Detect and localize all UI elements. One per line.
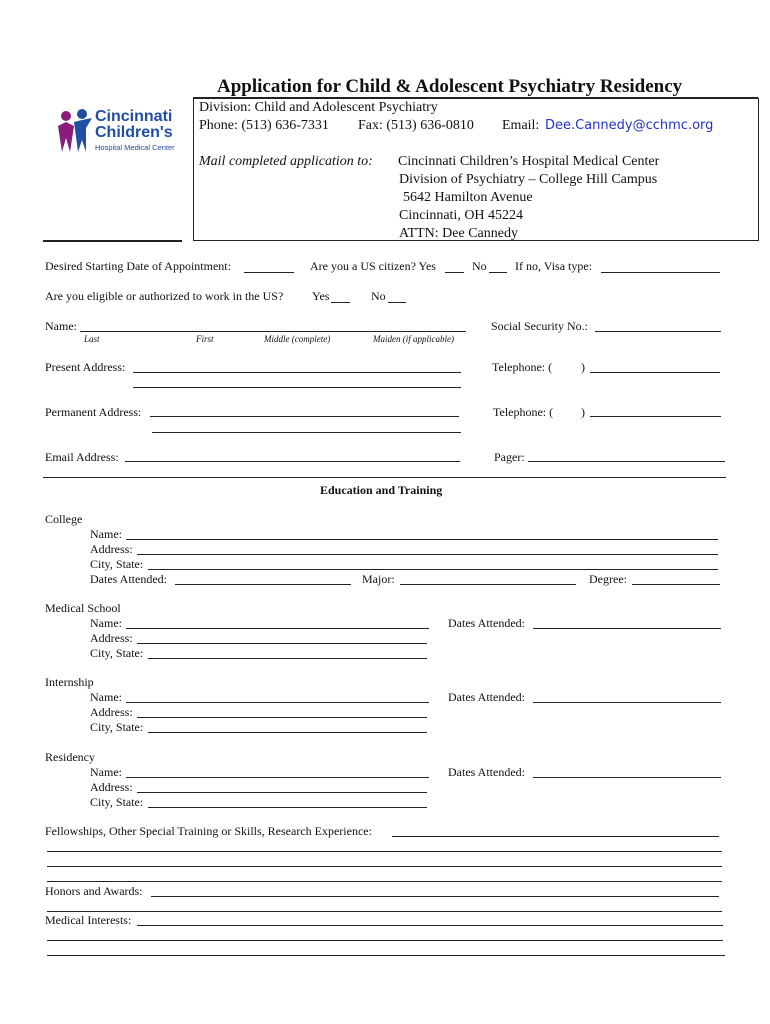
college-heading: College bbox=[45, 512, 83, 526]
hospital-logo bbox=[50, 108, 190, 158]
present-address-label: Present Address: bbox=[45, 360, 126, 374]
major-field[interactable] bbox=[400, 584, 576, 585]
start-date-field[interactable] bbox=[244, 272, 294, 273]
res-city-field[interactable] bbox=[148, 807, 427, 808]
page-title: Application for Child & Adolescent Psychiatry Residency bbox=[217, 76, 683, 97]
interests-field-3[interactable] bbox=[47, 955, 725, 956]
logo-line3: Hospital Medical Center bbox=[95, 143, 175, 152]
degree-field[interactable] bbox=[632, 584, 720, 585]
mail-label: Mail completed application to: bbox=[199, 154, 373, 169]
degree-label: Degree: bbox=[589, 572, 627, 586]
citizen-no-field[interactable] bbox=[489, 272, 507, 273]
fellowships-field-2[interactable] bbox=[47, 851, 722, 852]
telephone-label: Telephone: ( bbox=[492, 360, 553, 374]
permanent-telephone-field[interactable] bbox=[590, 416, 721, 417]
telephone-label: Telephone: ( bbox=[493, 405, 554, 419]
res-dates-field[interactable] bbox=[533, 777, 721, 778]
address-line: 5642 Hamilton Avenue bbox=[403, 190, 533, 205]
med-name-label: Name: bbox=[90, 616, 122, 630]
res-dates-label: Dates Attended: bbox=[448, 765, 525, 779]
med-address-label: Address: bbox=[90, 631, 133, 645]
name-first-hint: First bbox=[196, 334, 214, 344]
pager-field[interactable] bbox=[528, 461, 725, 462]
intern-city-label: City, State: bbox=[90, 720, 144, 734]
address-line: Division of Psychiatry – College Hill Campus bbox=[399, 172, 658, 187]
college-city-field[interactable] bbox=[148, 569, 718, 570]
permanent-address-label: Permanent Address: bbox=[45, 405, 142, 419]
pager-label: Pager: bbox=[494, 450, 525, 464]
present-address-field[interactable] bbox=[133, 372, 461, 373]
medical-school-heading: Medical School bbox=[45, 601, 121, 615]
telephone-field[interactable] bbox=[590, 372, 720, 373]
residency-heading: Residency bbox=[45, 750, 95, 764]
fellowships-field[interactable] bbox=[392, 836, 719, 837]
intern-name-label: Name: bbox=[90, 690, 122, 704]
res-name-label: Name: bbox=[90, 765, 122, 779]
eligible-label: Are you eligible or authorized to work in the US? bbox=[45, 289, 284, 303]
fellowships-label: Fellowships, Other Special Training or Skills, Research Experience: bbox=[45, 824, 372, 838]
interests-field[interactable] bbox=[137, 925, 723, 926]
honors-field[interactable] bbox=[151, 896, 719, 897]
eligible-no-field[interactable] bbox=[388, 302, 406, 303]
eligible-yes-field[interactable] bbox=[331, 302, 350, 303]
med-dates-field[interactable] bbox=[533, 628, 721, 629]
children-figures-icon bbox=[52, 108, 96, 154]
email-link[interactable]: Dee.Cannedy@cchmc.org bbox=[545, 118, 714, 133]
telephone-paren: ) bbox=[581, 405, 585, 419]
interests-label: Medical Interests: bbox=[45, 913, 132, 927]
education-heading: Education and Training bbox=[320, 483, 443, 497]
college-dates-field[interactable] bbox=[175, 584, 351, 585]
visa-label: If no, Visa type: bbox=[515, 259, 593, 273]
med-city-field[interactable] bbox=[148, 658, 427, 659]
permanent-address-field-2[interactable] bbox=[152, 432, 461, 433]
college-dates-label: Dates Attended: bbox=[90, 572, 167, 586]
citizen-no-label: No bbox=[472, 259, 487, 273]
present-address-field-2[interactable] bbox=[133, 387, 461, 388]
email-address-field[interactable] bbox=[125, 461, 460, 462]
fellowships-field-3[interactable] bbox=[47, 866, 722, 867]
intern-address-label: Address: bbox=[90, 705, 133, 719]
logo-rule bbox=[43, 240, 182, 242]
major-label: Major: bbox=[362, 572, 395, 586]
college-address-field[interactable] bbox=[137, 554, 718, 555]
honors-label: Honors and Awards: bbox=[45, 884, 143, 898]
ssn-field[interactable] bbox=[595, 331, 721, 332]
address-line: Cincinnati Children’s Hospital Medical Center bbox=[398, 154, 660, 169]
internship-heading: Internship bbox=[45, 675, 94, 689]
permanent-address-field[interactable] bbox=[150, 416, 459, 417]
interests-field-2[interactable] bbox=[47, 940, 723, 941]
telephone-paren: ) bbox=[581, 360, 585, 374]
name-label: Name: bbox=[45, 319, 77, 333]
email-address-label: Email Address: bbox=[45, 450, 119, 464]
name-middle-hint: Middle (complete) bbox=[264, 334, 331, 344]
med-address-field[interactable] bbox=[137, 643, 427, 644]
college-address-label: Address: bbox=[90, 542, 133, 556]
res-name-field[interactable] bbox=[126, 777, 429, 778]
ssn-label: Social Security No.: bbox=[491, 319, 588, 333]
section-divider bbox=[43, 477, 726, 478]
med-dates-label: Dates Attended: bbox=[448, 616, 525, 630]
fax: Fax: (513) 636-0810 bbox=[358, 118, 474, 133]
logo-line1: Cincinnati bbox=[95, 108, 173, 125]
address-line: Cincinnati, OH 45224 bbox=[399, 208, 524, 223]
fellowships-field-4[interactable] bbox=[47, 881, 722, 882]
college-name-field[interactable] bbox=[126, 539, 718, 540]
intern-city-field[interactable] bbox=[148, 732, 427, 733]
us-citizen-label: Are you a US citizen? Yes bbox=[310, 259, 436, 273]
intern-name-field[interactable] bbox=[126, 702, 429, 703]
college-city-label: City, State: bbox=[90, 557, 144, 571]
intern-address-field[interactable] bbox=[137, 717, 427, 718]
eligible-yes-label: Yes bbox=[312, 289, 330, 303]
med-city-label: City, State: bbox=[90, 646, 144, 660]
name-maiden-hint: Maiden (if applicable) bbox=[373, 334, 454, 344]
start-date-label: Desired Starting Date of Appointment: bbox=[45, 259, 231, 273]
visa-field[interactable] bbox=[601, 272, 720, 273]
honors-field-2[interactable] bbox=[47, 911, 722, 912]
college-name-label: Name: bbox=[90, 527, 122, 541]
res-city-label: City, State: bbox=[90, 795, 144, 809]
med-name-field[interactable] bbox=[126, 628, 429, 629]
res-address-field[interactable] bbox=[137, 792, 427, 793]
eligible-no-label: No bbox=[371, 289, 386, 303]
intern-dates-field[interactable] bbox=[533, 702, 721, 703]
citizen-yes-field[interactable] bbox=[445, 272, 464, 273]
division: Division: Child and Adolescent Psychiatry bbox=[199, 100, 438, 115]
address-line: ATTN: Dee Cannedy bbox=[399, 226, 518, 241]
res-address-label: Address: bbox=[90, 780, 133, 794]
name-field[interactable] bbox=[80, 331, 466, 332]
logo-line2: Children's bbox=[95, 124, 173, 141]
name-last-hint: Last bbox=[84, 334, 100, 344]
email-label: Email: bbox=[502, 118, 540, 133]
intern-dates-label: Dates Attended: bbox=[448, 690, 525, 704]
phone: Phone: (513) 636-7331 bbox=[199, 118, 329, 133]
